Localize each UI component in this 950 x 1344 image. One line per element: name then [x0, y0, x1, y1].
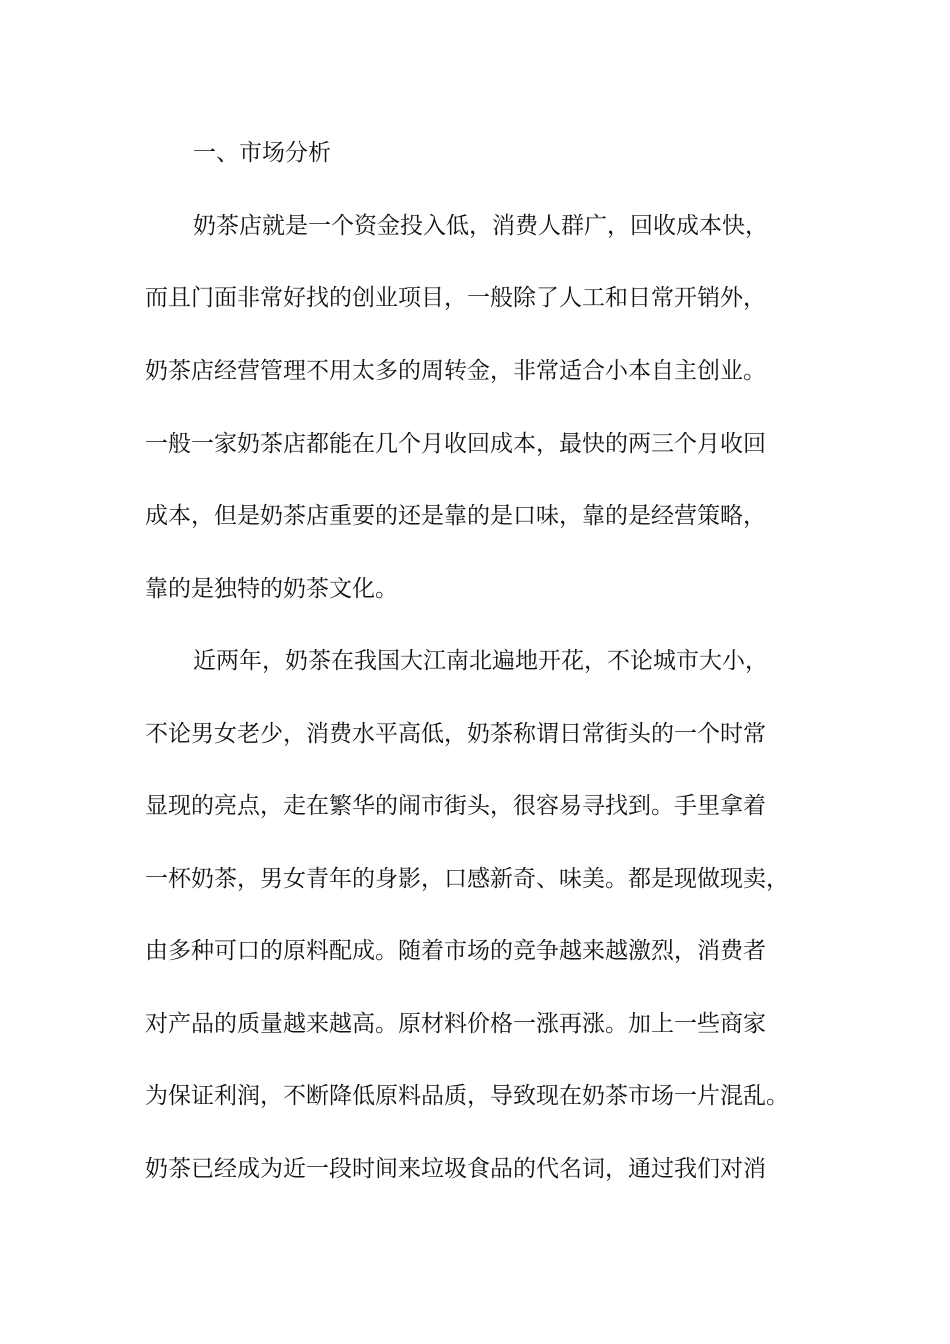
paragraph-1-line-1: 奶茶店就是一个资金投入低，消费人群广，回收成本快， — [193, 213, 768, 239]
paragraph-1-line-3: 奶茶店经营管理不用太多的周转金，非常适合小本自主创业。 — [145, 358, 766, 384]
paragraph-1-line-4: 一般一家奶茶店都能在几个月收回成本，最快的两三个月收回 — [145, 431, 766, 457]
paragraph-2-line-5: 由多种可口的原料配成。随着市场的竞争越来越激烈，消费者 — [145, 938, 766, 964]
paragraph-2-line-1: 近两年，奶茶在我国大江南北遍地开花，不论城市大小， — [193, 648, 768, 674]
section-heading: 一、市场分析 — [193, 140, 331, 166]
paragraph-2-line-7: 为保证利润，不断降低原料品质，导致现在奶茶市场一片混乱。 — [145, 1083, 789, 1109]
paragraph-2-line-8: 奶茶已经成为近一段时间来垃圾食品的代名词，通过我们对消 — [145, 1156, 766, 1182]
paragraph-1-line-6: 靠的是独特的奶茶文化。 — [145, 576, 398, 602]
paragraph-2-line-2: 不论男女老少，消费水平高低，奶茶称谓日常街头的一个时常 — [145, 721, 766, 747]
paragraph-2-line-6: 对产品的质量越来越高。原材料价格一涨再涨。加上一些商家 — [145, 1011, 766, 1037]
paragraph-1-line-2: 而且门面非常好找的创业项目，一般除了人工和日常开销外， — [145, 285, 766, 311]
paragraph-2-line-4: 一杯奶茶，男女青年的身影，口感新奇、味美。都是现做现卖， — [145, 866, 789, 892]
paragraph-1-line-5: 成本，但是奶茶店重要的还是靠的是口味，靠的是经营策略， — [145, 503, 766, 529]
paragraph-2-line-3: 显现的亮点，走在繁华的闹市街头，很容易寻找到。手里拿着 — [145, 793, 766, 819]
